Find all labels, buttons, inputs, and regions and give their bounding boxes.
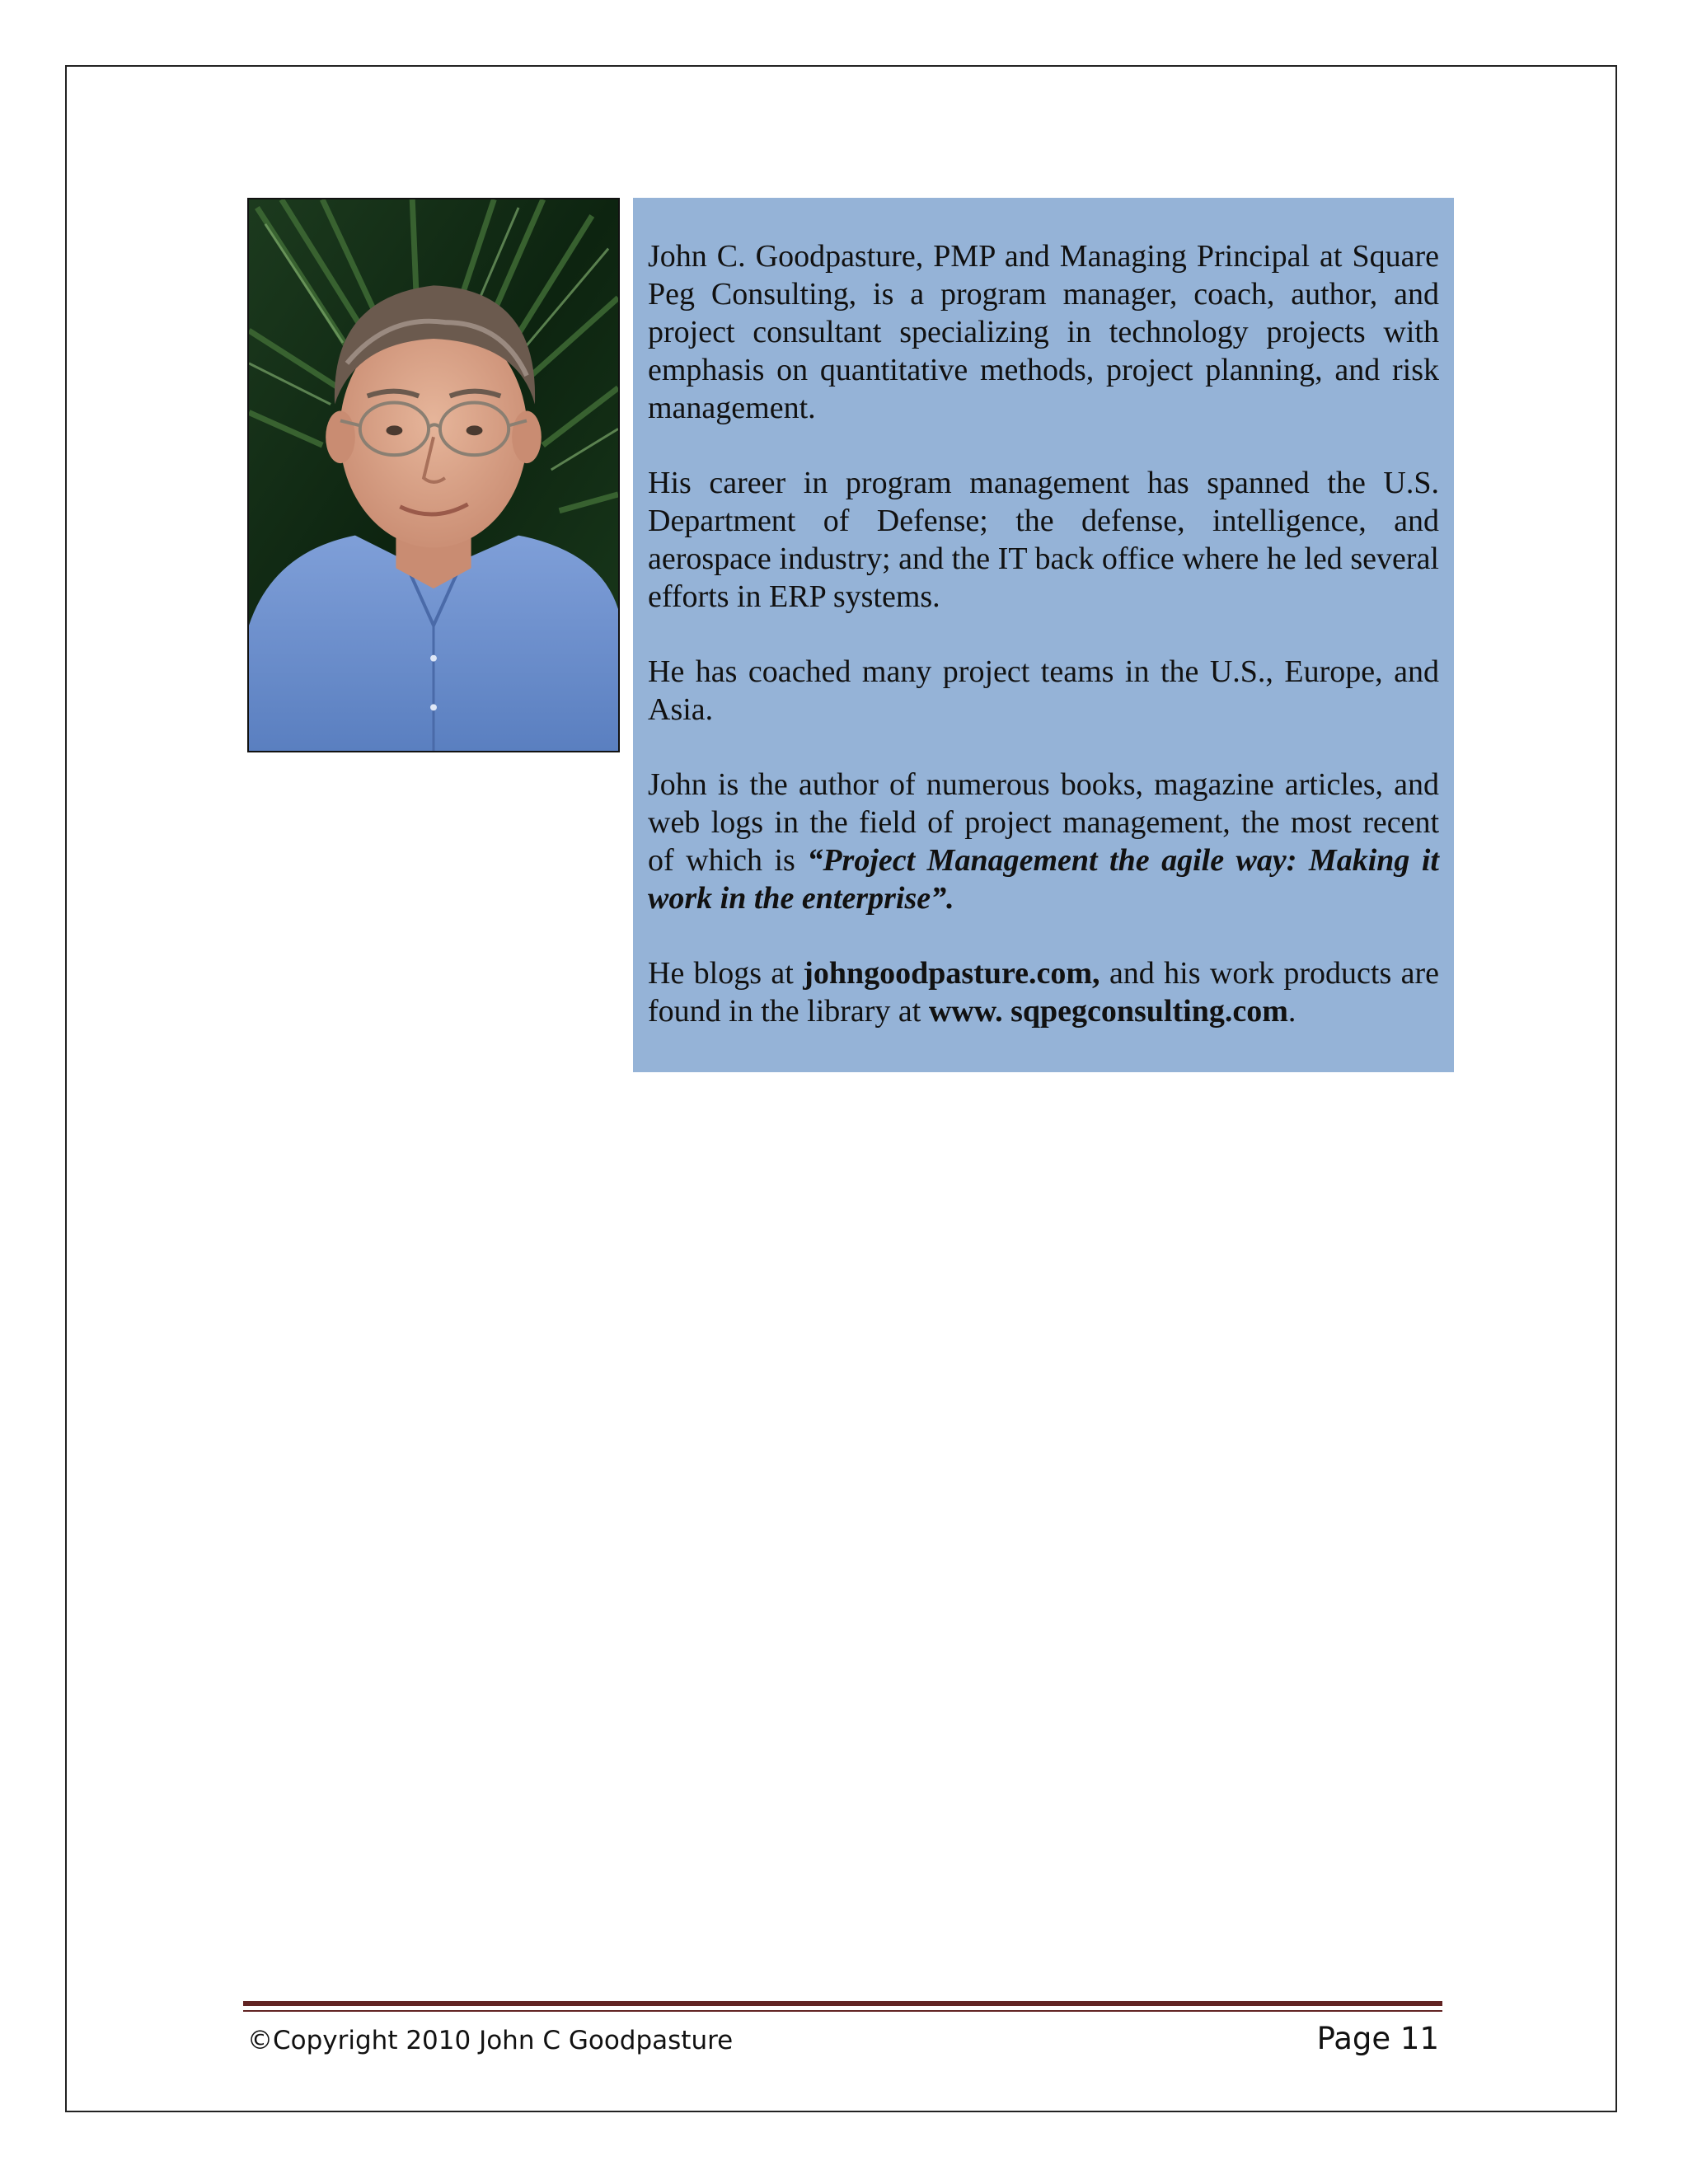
- bio-paragraph-coaching: He has coached many project teams in the U.S., Europe, and Asia.: [648, 654, 1439, 727]
- website-link[interactable]: www. sqpegconsulting.com: [928, 994, 1288, 1029]
- bio-blog-text-a: He blogs at: [648, 956, 804, 991]
- bio-blog-text-end: .: [1287, 994, 1296, 1029]
- bio-paragraph-blog: [648, 954, 1439, 1030]
- author-bio-box: [633, 198, 1454, 1072]
- bio-paragraph-intro: John C. Goodpasture, PMP and Managing Principal at Square Peg Consulting, is a program manager, coach, author, and project consultant specializing in technology projects with emphasis on quantitative methods, project planning, and risk management.: [648, 239, 1439, 425]
- bio-paragraph-career: His career in program management has spanned the U.S. Department of Defense; the defense, intelligence, and aerospace industry; and the IT back office where he led several efforts in ERP systems.: [648, 466, 1439, 614]
- bio-blog-text-b: and his work products are found in the library at: [648, 956, 1440, 1029]
- author-photo: [247, 198, 620, 752]
- blog-link[interactable]: johngoodpasture.com,: [803, 956, 1100, 991]
- bio-author-text: John is the author of numerous books, magazine articles, and web logs in the field of project management, the most recent of which is: [648, 767, 1439, 878]
- page-number: Page 11: [1316, 2021, 1439, 2056]
- footer-rule-thin: [243, 2010, 1442, 2012]
- footer-rule-thick: [243, 2001, 1442, 2006]
- footer-copyright: ©Copyright 2010 John C Goodpasture: [247, 2026, 734, 2055]
- author-portrait-image: [249, 199, 618, 751]
- bio-paragraph-author: [648, 766, 1439, 917]
- book-title: “Project Management the agile way: Making it work in the enterprise”.: [648, 843, 1439, 916]
